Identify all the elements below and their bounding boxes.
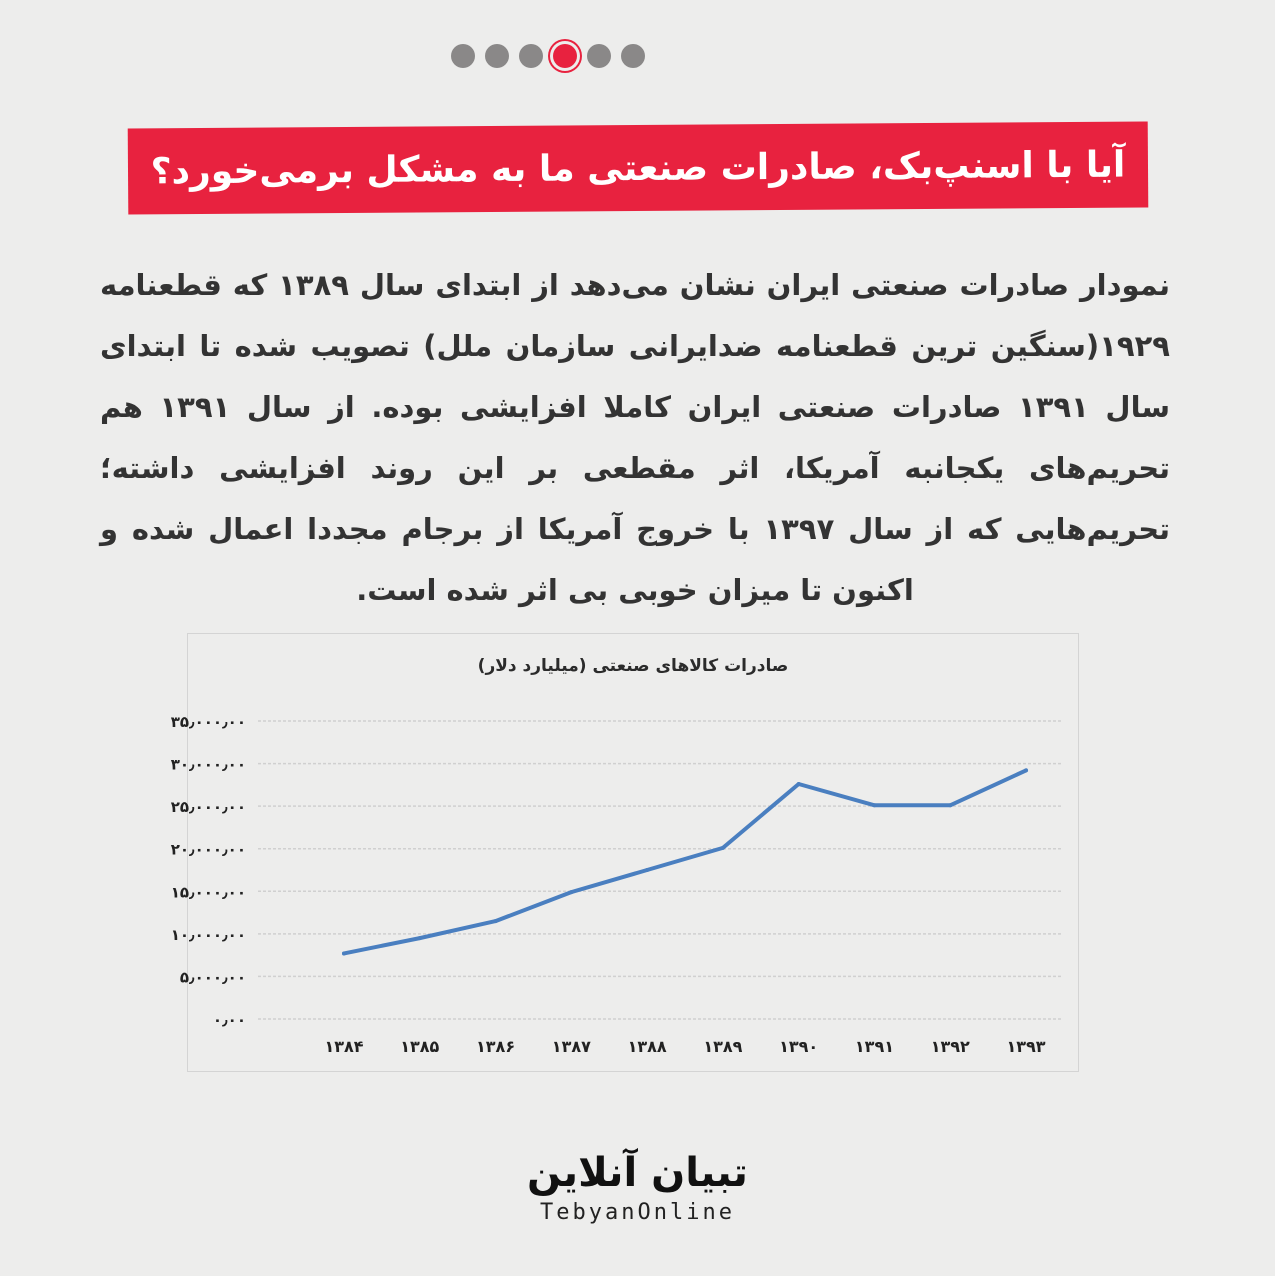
data-point — [721, 846, 725, 850]
data-point — [645, 868, 649, 872]
pagination-dot[interactable] — [451, 44, 475, 68]
y-tick-label: ۳۰٫۰۰۰٫۰۰ — [170, 755, 246, 774]
logo — [0, 1150, 1275, 1225]
chart — [170, 633, 1079, 1072]
pagination-dot[interactable] — [587, 44, 611, 68]
x-tick-label: ۱۳۸۷ — [551, 1037, 591, 1056]
y-tick-label: ۱۵٫۰۰۰٫۰۰ — [170, 883, 246, 902]
x-tick-label: ۱۳۸۴ — [324, 1037, 364, 1056]
chart-plot — [170, 634, 1078, 1071]
pagination-dots — [0, 40, 1185, 72]
pagination-dot-active[interactable] — [553, 44, 577, 68]
x-tick-label: ۱۳۸۶ — [476, 1037, 516, 1056]
pagination-dot[interactable] — [485, 44, 509, 68]
logo-fa: تبیان آنلاین — [527, 1150, 748, 1196]
data-point — [342, 951, 346, 955]
pagination-dot[interactable] — [621, 44, 645, 68]
chart-title: صادرات کالاهای صنعتی (میلیارد دلار) — [477, 656, 789, 676]
x-tick-label: ۱۳۹۲ — [930, 1037, 970, 1056]
series-line — [344, 770, 1026, 953]
data-point — [494, 919, 498, 923]
x-tick-label: ۱۳۹۳ — [1006, 1037, 1046, 1056]
pagination-dot[interactable] — [519, 44, 543, 68]
body-paragraph: نمودار صادرات صنعتی ایران نشان می‌دهد از ابتدای سال ۱۳۸۹ که قطعنامه ۱۹۲۹(سنگین ترین قطعنامه ضدایرانی سازمان ملل) تصویب شده تا ابتدای سال ۱۳۹۱ صادرات صنعتی ایران کاملا افزایشی بوده. از سال ۱۳۹۱ هم تحریم‌های یکجانبه آمریکا، اثر مقطعی بر این روند افزایشی داشته؛ تحریم‌هایی که از سال ۱۳۹۷ با خروج آمریکا از برجام مجددا اعمال شده و اکنون تا میزان خوبی بی اثر شده است. — [100, 268, 1170, 607]
title-banner — [128, 121, 1149, 214]
y-tick-label: ۰٫۰۰ — [212, 1011, 246, 1029]
data-point — [569, 890, 573, 894]
data-point — [948, 803, 952, 807]
x-tick-label: ۱۳۸۹ — [703, 1037, 743, 1056]
y-tick-label: ۲۰٫۰۰۰٫۰۰ — [170, 840, 246, 859]
x-tick-label: ۱۳۸۸ — [627, 1037, 667, 1056]
data-point — [797, 782, 801, 786]
data-point — [872, 803, 876, 807]
x-tick-label: ۱۳۸۵ — [400, 1037, 440, 1056]
y-tick-label: ۱۰٫۰۰۰٫۰۰ — [170, 925, 246, 944]
y-tick-label: ۳۵٫۰۰۰٫۰۰ — [170, 713, 246, 731]
y-tick-label: ۲۵٫۰۰۰٫۰۰ — [170, 798, 246, 817]
y-tick-label: ۵٫۰۰۰٫۰۰ — [179, 968, 246, 987]
data-point — [1024, 768, 1028, 772]
x-tick-label: ۱۳۹۱ — [854, 1037, 894, 1056]
page-title: آیا با اسنپ‌بک، صادرات صنعتی ما به مشکل برمی‌خورد؟ — [150, 144, 1126, 192]
x-tick-label: ۱۳۹۰ — [779, 1037, 819, 1056]
data-point — [418, 936, 422, 940]
logo-en: TebyanOnline — [540, 1200, 735, 1225]
